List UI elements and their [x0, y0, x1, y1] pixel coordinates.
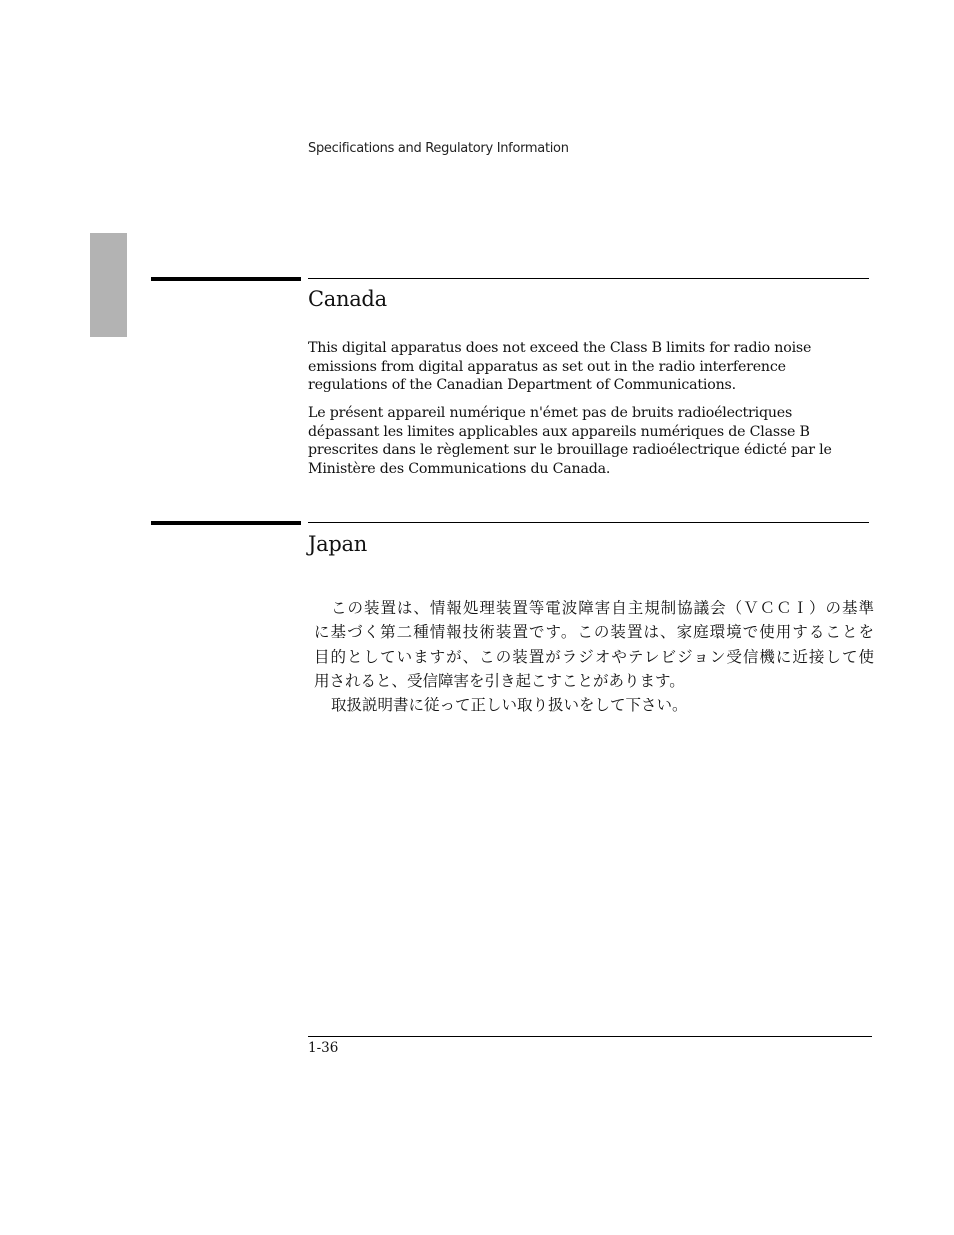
section-title-japan: Japan	[308, 532, 367, 556]
vcci-notice-line: に基づく第二種情報技術装置です。この装置は、家庭環境で使用することを	[314, 623, 874, 642]
section-rule-thick	[151, 521, 301, 525]
running-header: Specifications and Regulatory Information	[308, 141, 569, 156]
canada-paragraph-english: This digital apparatus does not exceed the Class B limits for radio noise emissions from digital apparatus as set out in the radio interference regulations of the Canadian Department of Communications.	[308, 340, 812, 394]
canada-paragraph-french: Le présent appareil numérique n'émet pas de bruits radioélectriques dépassant les limites applicables aux appareils numériques de Classe B prescrites dans le règlement sur le brouillage radioélectrique édicté par le Ministère des Communications du Canada.	[308, 405, 832, 477]
section-rule-thick	[151, 277, 301, 281]
chapter-tab	[90, 233, 127, 337]
page-number: 1-36	[308, 1040, 339, 1056]
section-title-canada: Canada	[308, 287, 387, 311]
vcci-notice-line: 取扱説明書に従って正しい取り扱いをして下さい。	[331, 696, 688, 715]
section-rule-thin	[308, 278, 869, 279]
section-rule-thin	[308, 522, 869, 523]
vcci-notice-line: この装置は、情報処理装置等電波障害自主規制協議会（ＶＣＣＩ）の基準	[331, 599, 874, 617]
vcci-notice-line: 用されると、受信障害を引き起こすことがあります。	[314, 671, 685, 690]
japan-vcci-notice	[314, 596, 874, 717]
vcci-notice-line: 目的としていますが、この装置がラジオやテレビジョン受信機に近接して使	[314, 647, 874, 666]
footer-rule	[308, 1036, 872, 1037]
